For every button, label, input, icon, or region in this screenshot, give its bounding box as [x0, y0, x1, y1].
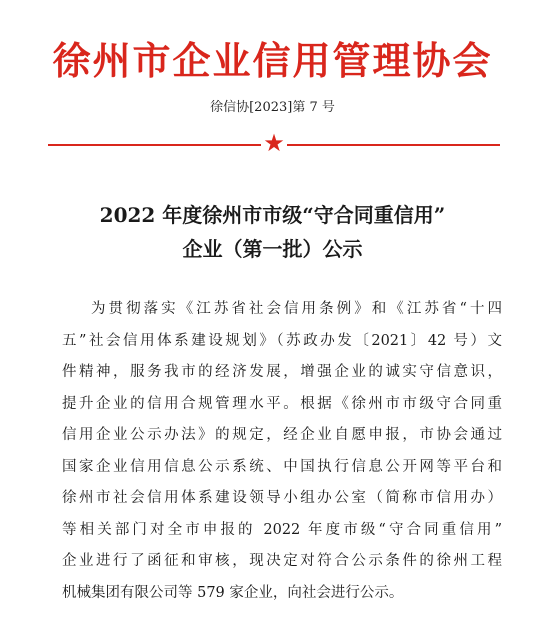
divider-line-left: [48, 144, 261, 146]
body-paragraph: [62, 294, 502, 609]
body-line-last: 机械集团有限公司等 579 家企业，向社会进行公示。: [62, 584, 404, 601]
body-line: 国家企业信用信息公示系统、中国执行信息公开网等平台和: [62, 458, 502, 475]
star-icon: ★: [263, 129, 285, 157]
body-line: 五”社会信用体系建设规划》（苏政办发〔2021〕42 号）文: [62, 332, 502, 349]
divider-line-right: [287, 144, 500, 146]
body-line: 为贯彻落实《江苏省社会信用条例》和《江苏省“十四: [91, 301, 502, 317]
document-title-line-2: 企业（第一批）公示: [182, 237, 363, 261]
body-line: 企业进行了函征和审核，现决定对符合公示条件的徐州工程: [62, 553, 502, 569]
document-number: 徐信协[2023]第 7 号: [210, 100, 335, 115]
body-line: 等相关部门对全市申报的 2022 年度市级“守合同重信用”: [62, 521, 502, 538]
body-line: 提升企业的信用合规管理水平。根据《徐州市市级守合同重: [62, 395, 502, 412]
document-title-line-1: 2022 年度徐州市市级“守合同重信用”: [99, 203, 446, 227]
body-line: 信用企业公示办法》的规定，经企业自愿申报，市协会通过: [62, 427, 502, 443]
body-line: 徐州市社会信用体系建设领导小组办公室（简称市信用办）: [62, 490, 502, 506]
body-line: 件精神，服务我市的经济发展，增强企业的诚实守信意识，: [62, 364, 502, 380]
red-divider: [48, 129, 500, 157]
document-title: [0, 198, 545, 266]
org-title: 徐州市企业信用管理协会: [52, 38, 493, 83]
